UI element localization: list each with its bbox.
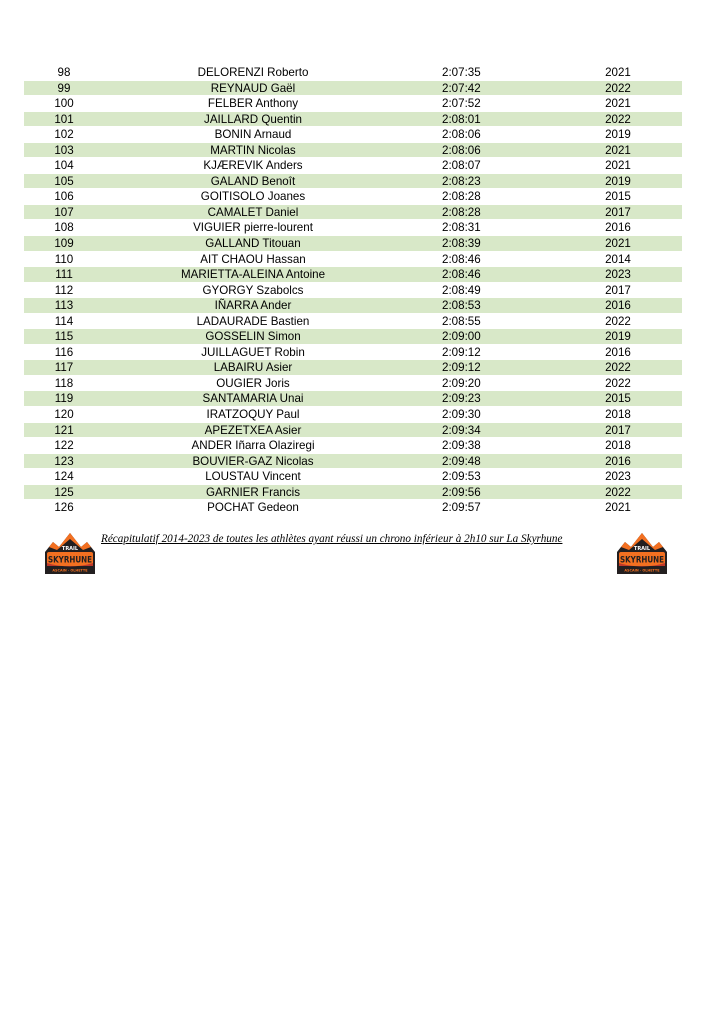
time-cell: 2:08:49	[442, 283, 481, 297]
time-cell: 2:08:55	[442, 314, 481, 328]
rank-cell: 111	[55, 268, 73, 282]
svg-text:TRAIL: TRAIL	[61, 546, 79, 552]
year-cell: 2021	[605, 97, 631, 111]
rank-cell: 116	[54, 345, 74, 359]
svg-text:ASCAIN · OLHETTE: ASCAIN · OLHETTE	[624, 568, 660, 573]
table-row	[24, 469, 682, 485]
athlete-name-cell: JAILLARD Quentin	[204, 112, 302, 126]
athlete-name-cell: REYNAUD Gaël	[210, 81, 296, 95]
athlete-name-cell: ANDER Iñarra Olaziregi	[191, 439, 315, 453]
rank-cell: 104	[54, 159, 74, 173]
athlete-name-cell: GOSSELIN Simon	[205, 330, 301, 344]
time-cell: 2:08:46	[442, 268, 481, 282]
athlete-name-cell: GOITISOLO Joanes	[200, 190, 306, 204]
table-row	[24, 158, 682, 174]
rank-cell: 115	[54, 330, 74, 344]
rank-cell: 105	[54, 174, 74, 188]
athlete-name-cell: DELORENZI Roberto	[197, 66, 309, 79]
year-cell: 2016	[605, 454, 631, 468]
year-cell: 2016	[605, 299, 631, 313]
rank-cell: 113	[54, 299, 74, 313]
rank-cell: 121	[54, 423, 74, 437]
time-cell: 2:08:53	[442, 299, 481, 313]
athlete-name-cell: LOUSTAU Vincent	[205, 470, 301, 484]
rank-cell: 108	[54, 221, 74, 235]
time-cell: 2:09:23	[442, 392, 481, 406]
rank-cell: 120	[54, 408, 74, 422]
rank-cell: 118	[54, 376, 74, 390]
time-cell: 2:07:42	[442, 81, 481, 95]
athlete-name-cell: KJÆREVIK Anders	[203, 159, 303, 173]
table-row	[24, 112, 682, 128]
year-cell: 2022	[605, 112, 631, 126]
rank-cell: 102	[54, 128, 74, 142]
rank-cell: 126	[54, 501, 74, 515]
year-cell: 2015	[605, 190, 631, 204]
time-cell: 2:08:46	[442, 252, 481, 266]
table-row	[24, 329, 682, 345]
athlete-name-cell: LADAURADE Bastien	[196, 314, 310, 328]
results-table	[24, 65, 682, 516]
table-row	[24, 65, 682, 81]
athlete-name-cell: VIGUIER pierre-lourent	[193, 221, 313, 235]
year-cell: 2016	[605, 345, 631, 359]
athlete-name-cell: MARIETTA-ALEINA Antoine	[180, 268, 326, 282]
time-cell: 2:09:00	[442, 330, 481, 344]
time-cell: 2:09:38	[442, 439, 481, 453]
year-cell: 2019	[605, 174, 631, 188]
athlete-name-cell: POCHAT Gedeon	[207, 501, 299, 515]
table-row	[24, 314, 682, 330]
rank-cell: 117	[54, 361, 74, 375]
year-cell: 2022	[605, 485, 631, 499]
table-row	[24, 298, 682, 314]
year-cell: 2022	[605, 81, 631, 95]
year-cell: 2021	[605, 66, 631, 79]
table-row	[24, 236, 682, 252]
year-cell: 2017	[605, 423, 631, 437]
time-cell: 2:09:12	[442, 361, 481, 375]
time-cell: 2:09:12	[442, 345, 481, 359]
table-row	[24, 81, 682, 97]
athlete-name-cell: GALAND Benoît	[210, 174, 296, 188]
table-row	[24, 438, 682, 454]
rank-cell: 119	[54, 392, 74, 406]
rank-cell: 123	[54, 454, 74, 468]
table-row	[24, 96, 682, 112]
time-cell: 2:08:06	[442, 128, 481, 142]
rank-cell: 98	[57, 66, 71, 79]
athlete-name-cell: LABAIRU Asier	[213, 361, 293, 375]
table-row	[24, 283, 682, 299]
year-cell: 2018	[605, 439, 631, 453]
rank-cell: 124	[54, 470, 74, 484]
year-cell: 2019	[605, 330, 631, 344]
athlete-name-cell: OUGIER Joris	[216, 376, 290, 390]
skyrhune-logo-right	[615, 530, 669, 576]
year-cell: 2019	[605, 128, 631, 142]
rank-cell: 103	[54, 143, 74, 157]
athlete-name-cell: AIT CHAOU Hassan	[200, 252, 306, 266]
athlete-name-cell: SANTAMARIA Unai	[202, 392, 304, 406]
time-cell: 2:08:28	[442, 205, 481, 219]
athlete-name-cell: GALLAND Titouan	[205, 237, 301, 251]
footer-caption: Récapitulatif 2014-2023 de toutes les athlètes ayant réussi un chrono inférieur à 2h10 sur La Skyrhune	[101, 533, 563, 545]
athlete-name-cell: IÑARRA Ander	[214, 299, 292, 313]
table-row	[24, 500, 682, 516]
rank-cell: 100	[54, 97, 74, 111]
year-cell: 2023	[605, 268, 631, 282]
athlete-name-cell: IRATZOQUY Paul	[206, 408, 300, 422]
table-row	[24, 174, 682, 190]
table-row	[24, 407, 682, 423]
table-row	[24, 252, 682, 268]
year-cell: 2014	[605, 252, 631, 266]
rank-cell: 107	[54, 205, 74, 219]
athlete-name-cell: FELBER Anthony	[207, 97, 299, 111]
time-cell: 2:09:56	[442, 485, 481, 499]
time-cell: 2:07:52	[442, 97, 481, 111]
year-cell: 2017	[605, 205, 631, 219]
athlete-name-cell: MARTIN Nicolas	[210, 143, 296, 157]
year-cell: 2017	[605, 283, 631, 297]
year-cell: 2015	[605, 392, 631, 406]
time-cell: 2:08:01	[442, 112, 481, 126]
rank-cell: 110	[54, 252, 74, 266]
year-cell: 2022	[605, 376, 631, 390]
athlete-name-cell: GYORGY Szabolcs	[202, 283, 304, 297]
time-cell: 2:08:23	[442, 174, 481, 188]
table-row	[24, 205, 682, 221]
athlete-name-cell: CAMALET Daniel	[207, 205, 299, 219]
time-cell: 2:08:39	[442, 237, 481, 251]
year-cell: 2022	[605, 361, 631, 375]
table-row	[24, 485, 682, 501]
table-row	[24, 376, 682, 392]
time-cell: 2:09:34	[442, 423, 481, 437]
time-cell: 2:08:07	[442, 159, 481, 173]
table-row	[24, 423, 682, 439]
time-cell: 2:09:20	[442, 376, 481, 390]
rank-cell: 114	[54, 314, 74, 328]
svg-text:ASCAIN · OLHETTE: ASCAIN · OLHETTE	[52, 568, 88, 573]
year-cell: 2018	[605, 408, 631, 422]
skyrhune-logo-left	[43, 530, 97, 576]
rank-cell: 112	[54, 283, 74, 297]
athlete-name-cell: GARNIER Francis	[205, 485, 301, 499]
time-cell: 2:08:28	[442, 190, 481, 204]
table-row	[24, 143, 682, 159]
time-cell: 2:09:30	[442, 408, 481, 422]
svg-text:SKYRHUNE: SKYRHUNE	[620, 555, 664, 566]
rank-cell: 101	[54, 112, 74, 126]
rank-cell: 122	[54, 439, 74, 453]
year-cell: 2016	[605, 221, 631, 235]
table-row	[24, 345, 682, 361]
athlete-name-cell: BOUVIER-GAZ Nicolas	[192, 454, 314, 468]
table-row	[24, 454, 682, 470]
table-row	[24, 127, 682, 143]
year-cell: 2021	[605, 159, 631, 173]
svg-text:TRAIL: TRAIL	[633, 546, 651, 552]
table-row	[24, 391, 682, 407]
year-cell: 2022	[605, 314, 631, 328]
athlete-name-cell: BONIN Arnaud	[214, 128, 292, 142]
time-cell: 2:09:57	[442, 501, 481, 515]
rank-cell: 99	[57, 81, 71, 95]
time-cell: 2:08:06	[442, 143, 481, 157]
time-cell: 2:09:48	[442, 454, 481, 468]
athlete-name-cell: APEZETXEA Asier	[204, 423, 302, 437]
time-cell: 2:08:31	[442, 221, 481, 235]
year-cell: 2023	[605, 470, 631, 484]
time-cell: 2:09:53	[442, 470, 481, 484]
rank-cell: 125	[54, 485, 74, 499]
rank-cell: 106	[54, 190, 74, 204]
year-cell: 2021	[605, 501, 631, 515]
table-row	[24, 360, 682, 376]
year-cell: 2021	[605, 143, 631, 157]
rank-cell: 109	[54, 237, 74, 251]
time-cell: 2:07:35	[442, 66, 481, 79]
year-cell: 2021	[605, 237, 631, 251]
table-row	[24, 267, 682, 283]
athlete-name-cell: JUILLAGUET Robin	[201, 345, 305, 359]
svg-text:SKYRHUNE: SKYRHUNE	[48, 555, 92, 566]
table-row	[24, 189, 682, 205]
table-row	[24, 220, 682, 236]
footer	[0, 530, 724, 580]
